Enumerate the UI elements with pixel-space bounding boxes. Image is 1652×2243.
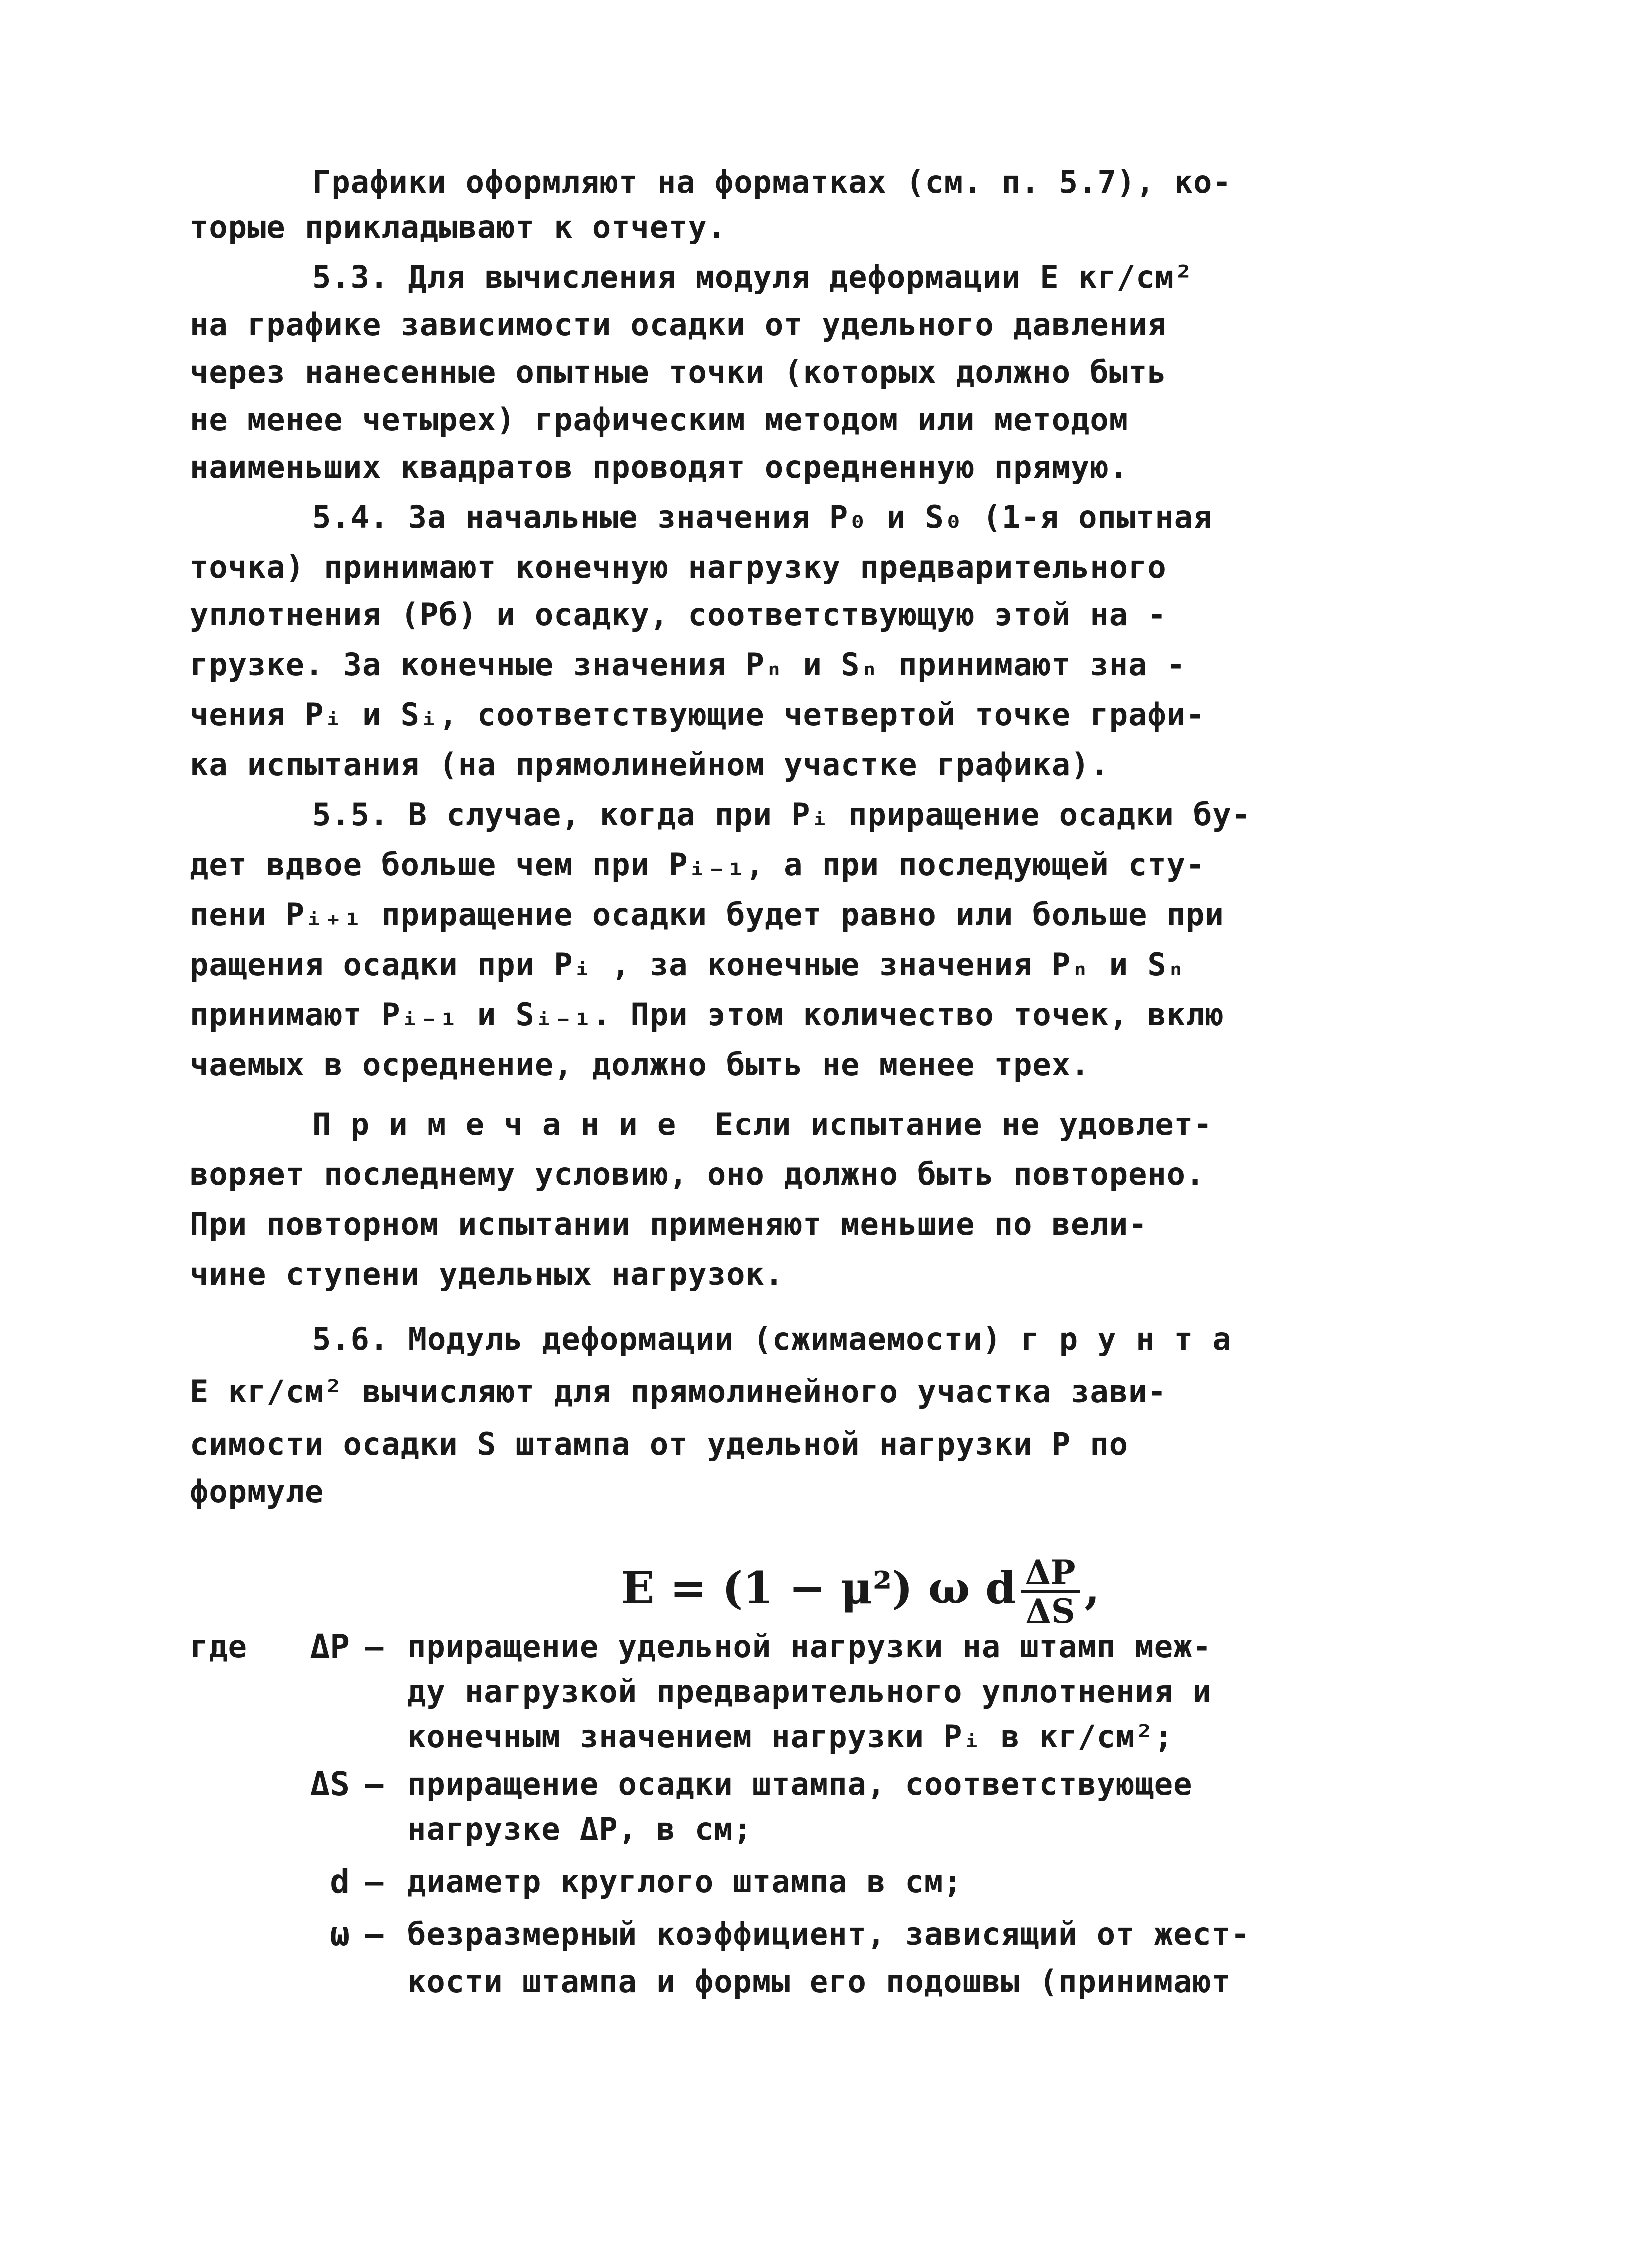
text-line: E кг/см² вычисляют для прямолинейного участка зави- (190, 1373, 1167, 1410)
def-text: приращение осадки штампа, соответствующее (407, 1766, 1193, 1802)
def-term: ΔP (310, 1627, 350, 1666)
text-line: ращения осадки при Pᵢ , за конечные значения Pₙ и Sₙ (190, 946, 1186, 983)
def-text: кости штампа и формы его подошвы (принимают (407, 1963, 1231, 2000)
text-line: не менее четырех) графическим методом или методом (190, 401, 1129, 438)
formula-fraction (1021, 1554, 1080, 1629)
text-line: 5.3. Для вычисления модуля деформации E кг/см² (312, 259, 1194, 295)
text-line: 5.5. В случае, когда при Pᵢ приращение осадки бу- (312, 796, 1251, 833)
note-line: П р и м е ч а н и е Если испытание не удовлет- (312, 1106, 1213, 1142)
def-text: конечным значением нагрузки Pᵢ в кг/см²; (407, 1718, 1174, 1755)
def-dash: – (365, 1766, 384, 1802)
formula-lhs: E = (1 − μ²) ω d (621, 1562, 1016, 1614)
text-line: через нанесенные опытные точки (которых должно быть (190, 354, 1167, 390)
def-term: d (330, 1862, 350, 1901)
note-line: чине ступени удельных нагрузок. (190, 1256, 784, 1292)
text-line: чаемых в осреднение, должно быть не менее трех. (190, 1046, 1090, 1083)
text-line: на графике зависимости осадки от удельного давления (190, 306, 1167, 343)
formula-numerator: ΔP (1021, 1554, 1080, 1593)
text-line: 5.6. Модуль деформации (сжимаемости) г р у н т а (312, 1321, 1232, 1357)
text-line: чения Pᵢ и Sᵢ, соответствующие четвертой точке графи- (190, 696, 1205, 733)
text-line: симости осадки S штампа от удельной нагрузки P по (190, 1426, 1129, 1462)
def-term: ω (330, 1915, 350, 1953)
text-line: Графики оформляют на форматках (см. п. 5.7), ко- (312, 164, 1232, 200)
def-dash: – (365, 1916, 384, 1952)
def-text: ду нагрузкой предварительного уплотнения и (407, 1673, 1212, 1710)
text-line: уплотнения (Рб) и осадку, соответствующую этой на - (190, 596, 1167, 633)
text-line: наименьших квадратов проводят осредненную прямую. (190, 449, 1129, 485)
def-text: диаметр круглого штампа в см; (407, 1863, 963, 1900)
note-line: При повторном испытании применяют меньшие по вели- (190, 1206, 1148, 1242)
def-text: приращение удельной нагрузки на штамп меж- (407, 1628, 1212, 1665)
text-line: точка) принимают конечную нагрузку предварительного (190, 549, 1167, 585)
def-dash: – (365, 1628, 384, 1665)
text-line: пени Pᵢ₊₁ приращение осадки будет равно или больше при (190, 896, 1224, 933)
text-line: ка испытания (на прямолинейном участке графика). (190, 746, 1109, 783)
text-line: дет вдвое больше чем при Pᵢ₋₁, а при последующей сту- (190, 846, 1205, 883)
text-line: 5.4. За начальные значения P₀ и S₀ (1-я опытная (312, 499, 1213, 535)
where-prefix: где (190, 1628, 247, 1665)
def-text: нагрузке ΔP, в см; (407, 1811, 752, 1847)
text-line: формуле (190, 1473, 324, 1510)
def-term: ΔS (310, 1765, 350, 1803)
formula-denominator: ΔS (1025, 1592, 1075, 1631)
def-dash: – (365, 1863, 384, 1900)
text-line: грузке. За конечные значения Pₙ и Sₙ принимают зна - (190, 646, 1186, 683)
text-line: принимают Pᵢ₋₁ и Sᵢ₋₁. При этом количество точек, вклю (190, 996, 1224, 1033)
def-text: безразмерный коэффициент, зависящий от жест- (407, 1916, 1250, 1952)
formula-tail: , (1084, 1562, 1100, 1614)
text-line: торые прикладывают к отчету. (190, 209, 727, 245)
note-line: воряет последнему условию, оно должно быть повторено. (190, 1156, 1205, 1192)
